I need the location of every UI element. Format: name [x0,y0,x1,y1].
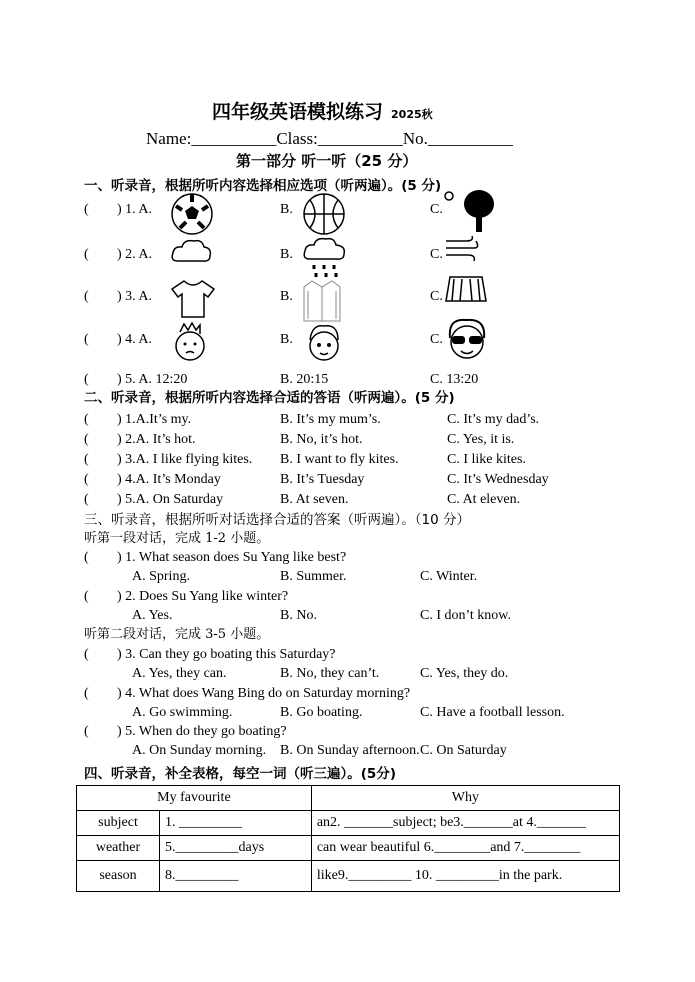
option-b-label: B. [280,289,293,304]
option-a[interactable]: ) 2.A. It’s hot. [117,432,196,447]
section3-sub2: 听第二段对话，完成 3-5 小题。 [84,627,270,642]
option-b[interactable]: B. No, they can’t. [280,666,380,681]
option-c-label: C. [430,247,443,262]
option-b[interactable]: B. It’s my mum’s. [280,412,381,427]
part-title: 第一部分 听一听（25 分） [236,152,418,170]
question-number: ) 4. A. [117,332,152,347]
option-c[interactable]: C. On Saturday [420,743,507,758]
answer-paren[interactable]: ( [84,452,89,467]
ping-pong-icon [444,188,504,239]
option-b[interactable]: B. I want to fly kites. [280,452,399,467]
option-b[interactable]: B. It’s Tuesday [280,472,365,487]
question-text: ) 5. When do they go boating? [117,724,287,739]
answer-paren[interactable]: ( [84,372,89,387]
option-a[interactable]: A. Yes, they can. [132,666,227,681]
option-a[interactable]: ) 5.A. On Saturday [117,492,224,507]
name-line: Name:__________Class:__________No.__________ [146,129,513,148]
answer-paren[interactable]: ( [84,202,89,217]
option-b[interactable]: B. Summer. [280,569,347,584]
option-b-label: B. [280,247,293,262]
option-c[interactable]: C. At eleven. [447,492,521,507]
answer-paren[interactable]: ( [84,472,89,487]
section3-heading: 三、听录音，根据所听对话选择合适的答案（听两遍）。（10 分） [84,512,470,528]
option-c[interactable]: C. Yes, they do. [420,666,509,681]
option-a[interactable]: ) 1.A.It’s my. [117,412,192,427]
question-text: ) 3. Can they go boating this Saturday? [117,647,336,662]
cloudy-icon [170,237,214,272]
answer-paren[interactable]: ( [84,686,89,701]
question-number: ) 5. A. 12:20 [117,372,188,387]
blank-cell[interactable]: 5._________days [160,836,312,861]
option-b[interactable]: B. No. [280,608,317,623]
option-c-label: C. [430,289,443,304]
windy-icon [444,233,480,268]
blank-cell[interactable]: 1. _________ [160,811,312,836]
row-label: subject [77,811,160,836]
blank-cell[interactable]: an2. _______subject; be3._______at 4._______ [311,811,619,836]
option-c[interactable]: C. Winter. [420,569,478,584]
blank-cell[interactable]: like9._________ 10. _________in the park. [311,861,619,892]
answer-paren[interactable]: ( [84,332,89,347]
angry-boy-icon [170,322,210,367]
option-c[interactable]: C. It’s Wednesday [447,472,549,487]
title [212,103,433,124]
term: 2025秋 [391,108,433,121]
title-text: 四年级英语模拟练习 [212,101,384,123]
basketball-icon [302,192,346,241]
answer-paren[interactable]: ( [84,492,89,507]
option-c[interactable]: C. Yes, it is. [447,432,515,447]
answer-paren[interactable]: ( [84,247,89,262]
section3-sub1: 听第一段对话，完成 1-2 小题。 [84,531,270,546]
answer-paren[interactable]: ( [84,589,89,604]
t-shirt-icon [170,279,216,324]
sunglasses-boy-icon [444,318,490,367]
option-b[interactable]: B. On Sunday afternoon. [280,743,420,758]
answer-table [76,785,620,892]
question-text: ) 2. Does Su Yang like winter? [117,589,289,604]
soccer-ball-icon [170,192,214,241]
option-b-label: B. 20:15 [280,372,329,387]
option-c-label: C. [430,332,443,347]
option-a[interactable]: A. Go swimming. [132,705,233,720]
option-c[interactable]: C. I like kites. [447,452,526,467]
question-text: ) 4. What does Wang Bing do on Saturday morning? [117,686,411,701]
question-text: ) 1. What season does Su Yang like best? [117,550,347,565]
option-b[interactable]: B. At seven. [280,492,349,507]
blank-cell[interactable]: can wear beautiful 6.________and 7.________ [311,836,619,861]
skirt-icon [444,275,488,310]
answer-paren[interactable]: ( [84,289,89,304]
option-b-label: B. [280,202,293,217]
section1-heading: 一、听录音，根据所听内容选择相应选项（听两遍）。(5 分) [84,178,442,194]
row-label: weather [77,836,160,861]
option-c[interactable]: C. I don’t know. [420,608,511,623]
question-number: ) 2. A. [117,247,152,262]
option-c[interactable]: C. Have a football lesson. [420,705,565,720]
option-b[interactable]: B. Go boating. [280,705,363,720]
option-a[interactable]: ) 3.A. I like flying kites. [117,452,253,467]
smiling-boy-icon [302,322,346,371]
option-a[interactable]: A. Yes. [132,608,173,623]
option-c-label: C. 13:20 [430,372,479,387]
option-c[interactable]: C. It’s my dad’s. [447,412,540,427]
section4-heading: 四、听录音，补全表格，每空一词（听三遍）。(5分) [84,766,396,782]
option-a[interactable]: A. Spring. [132,569,190,584]
question-number: ) 3. A. [117,289,152,304]
option-b-label: B. [280,332,293,347]
blank-cell[interactable]: 8._________ [160,861,312,892]
answer-paren[interactable]: ( [84,647,89,662]
option-c-label: C. [430,202,443,217]
option-b[interactable]: B. No, it’s hot. [280,432,363,447]
jacket-icon [302,279,342,328]
row-label: season [77,861,160,892]
answer-paren[interactable]: ( [84,412,89,427]
header-why: Why [311,786,619,811]
option-a[interactable]: ) 4.A. It’s Monday [117,472,221,487]
header-my-favourite: My favourite [77,786,312,811]
answer-paren[interactable]: ( [84,432,89,447]
section2-heading: 二、听录音，根据所听内容选择合适的答语（听两遍）。(5 分) [84,390,455,406]
option-a[interactable]: A. On Sunday morning. [132,743,267,758]
answer-paren[interactable]: ( [84,550,89,565]
question-number: ) 1. A. [117,202,152,217]
answer-paren[interactable]: ( [84,724,89,739]
